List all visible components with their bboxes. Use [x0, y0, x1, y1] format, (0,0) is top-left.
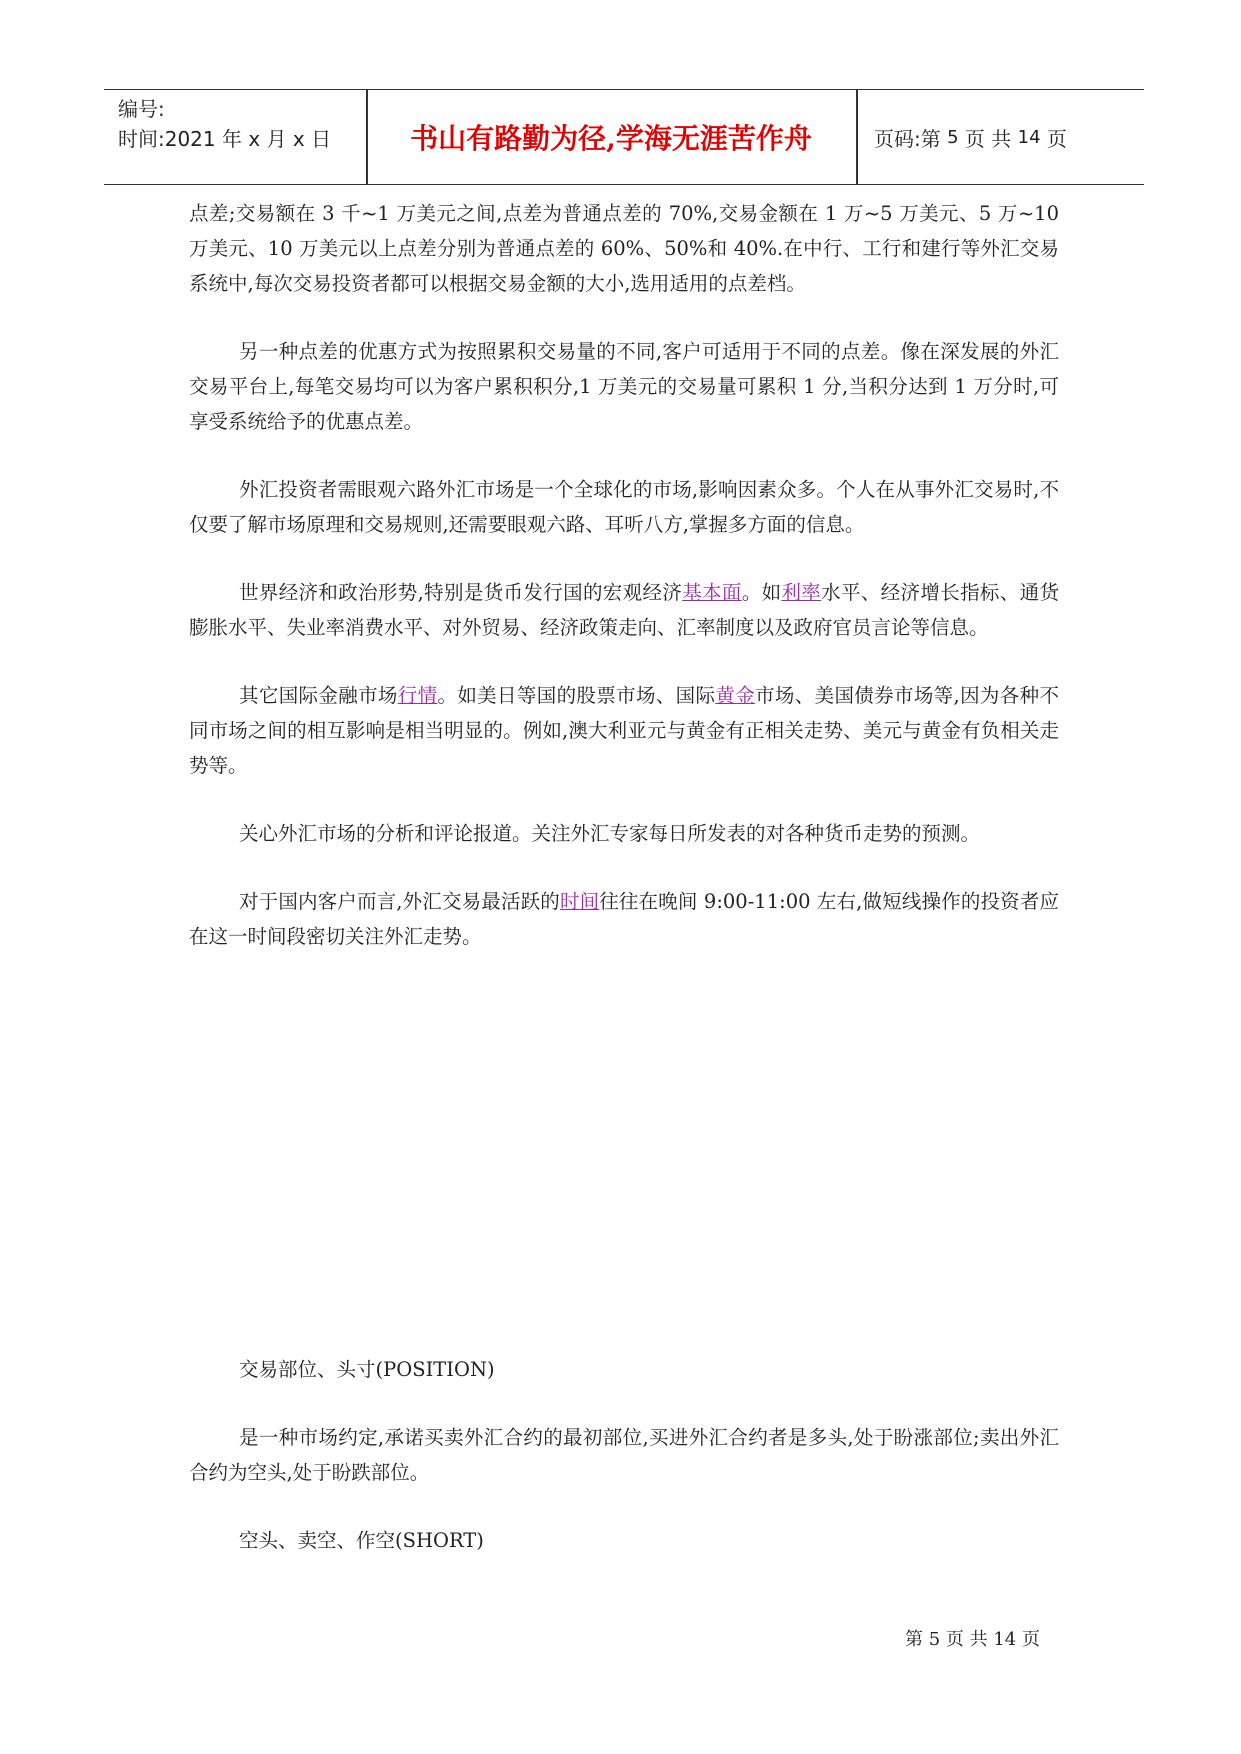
paragraph-text: 市场、美国债券市场等,因为各种不同市场之间的相互影响是相当明显的。例如,澳大利亚元与黄金有正相关走势、美元与黄金有负相关走势等。 [189, 684, 1059, 777]
paragraph-text: 对于国内客户而言,外汇交易最活跃的 [239, 890, 560, 913]
term-heading: 空头、卖空、作空(SHORT) [239, 1529, 484, 1552]
page-suffix: 页 [1046, 126, 1067, 151]
header-page-info [874, 90, 1067, 184]
header-divider [856, 90, 858, 184]
paragraph-text: 往往在晚间 9:00-11:00 左右,做短线操作的投资者应在这一时间段密切关注外汇走势。 [189, 890, 1059, 948]
paragraph: 是一种市场约定,承诺买卖外汇合约的最初部位,买进外汇合约者是多头,处于盼涨部位;卖出外汇合约为空头,处于盼跌部位。 [189, 1426, 1059, 1484]
link-gold[interactable]: 黄金 [715, 684, 756, 707]
paragraph: 关心外汇市场的分析和评论报道。关注外汇专家每日所发表的对各种货币走势的预测。 [239, 822, 981, 845]
link-time[interactable]: 时间 [559, 890, 600, 913]
term-heading: 交易部位、头寸(POSITION) [239, 1358, 495, 1381]
link-fundamentals[interactable]: 基本面 [682, 581, 742, 604]
page-header [104, 89, 1144, 185]
paragraph-text: 其它国际金融市场 [239, 684, 398, 707]
paragraph-text: 。如 [741, 581, 782, 604]
link-market-quotes[interactable]: 行情 [397, 684, 438, 707]
paragraph: 另一种点差的优惠方式为按照累积交易量的不同,客户可适用于不同的点差。像在深发展的外汇交易平台上,每笔交易均可以为客户累积积分,1 万美元的交易量可累积 1 分,当积分达到 1 万分时,可享受系统给予的优惠点差。 [189, 340, 1059, 433]
paragraph [189, 678, 1059, 783]
paragraph-text: 水平、经济增长指标、通货膨胀水平、失业率消费水平、对外贸易、经济政策走向、汇率制度以及政府官员言论等信息。 [189, 581, 1059, 639]
header-meta [118, 94, 368, 154]
paragraph [189, 884, 1059, 954]
paragraph-text: 。如美日等国的股票市场、国际 [437, 684, 716, 707]
link-interest-rate[interactable]: 利率 [781, 581, 822, 604]
page-number: 5 [947, 126, 959, 148]
paragraph: 外汇投资者需眼观六路外汇市场是一个全球化的市场,影响因素众多。个人在从事外汇交易时,不仅要了解市场原理和交易规则,还需要眼观六路、耳听八方,掌握多方面的信息。 [189, 478, 1059, 536]
paragraph-text: 世界经济和政治形势,特别是货币发行国的宏观经济 [239, 581, 683, 604]
document-body-lower [189, 1352, 1059, 1591]
page-prefix: 页码:第 [874, 126, 941, 151]
document-body [189, 196, 1059, 987]
document-time-label: 时间:2021 年 x 月 x 日 [118, 127, 332, 151]
page-total: 14 [1017, 126, 1041, 148]
header-motto: 书山有路勤为径,学海无涯苦作舟 [410, 122, 812, 155]
page-footer: 第 5 页 共 14 页 [905, 1629, 1040, 1650]
paragraph: 点差;交易额在 3 千~1 万美元之间,点差为普通点差的 70%,交易金额在 1 万~5 万美元、5 万~10 万美元、10 万美元以上点差分别为普通点差的 60%、50%和 40%.在中行、工行和建行等外汇交易系统中,每次交易投资者都可以根据交易金额的大小,选用适用的点差档。 [189, 202, 1059, 295]
page-mid: 页 共 [964, 126, 1012, 151]
document-number-label: 编号: [118, 97, 165, 121]
paragraph [189, 575, 1059, 645]
